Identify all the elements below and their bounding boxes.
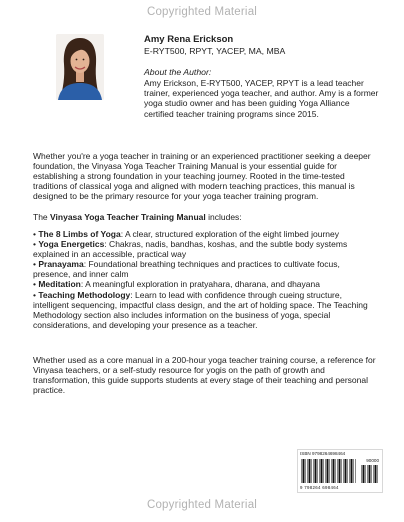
barcode-stripe [349,459,350,483]
barcode-bars-addon [361,465,379,483]
barcode-stripe [345,459,347,483]
closing-paragraph: Whether used as a core manual in a 200-hour yoga teacher training course, a reference for Vinyasa teachers, or a self-study resource for yogis on the path of growth and transformation, this guide supports students at every stage of their teaching and personal practice. [33,355,376,396]
isbn-label: ISBN 9798264698464 [300,451,346,456]
barcode-stripe [343,459,344,483]
barcode-stripe [365,465,366,483]
list-bullet: • [33,289,39,300]
includes-title: Vinyasa Yoga Teacher Training Manual [50,212,206,222]
topics-list [33,229,378,330]
list-term: The 8 Limbs of Yoga [38,229,121,239]
barcode-bars-main [301,459,357,483]
barcode-stripe [313,459,314,483]
barcode-stripe [311,459,312,483]
barcode-stripe [333,459,335,483]
barcode-stripe [367,465,368,483]
list-item [33,239,378,259]
barcode-stripe [355,459,356,483]
barcode-stripe [353,459,354,483]
barcode-stripe [351,459,353,483]
barcode-stripe [301,459,302,483]
barcode-stripe [371,465,372,483]
barcode-stripe [317,459,318,483]
list-term: Teaching Methodology [38,289,131,300]
author-name: Amy Rena Erickson [144,34,234,45]
includes-suffix: includes: [205,212,242,222]
barcode-stripe [335,459,336,483]
author-credentials: E-RYT500, RPYT, YACEP, MA, MBA [144,46,286,56]
barcode-stripe [329,459,330,483]
barcode-stripe [341,459,342,483]
barcode-stripe [315,459,317,483]
list-bullet: • [33,259,39,270]
list-item [33,290,378,330]
list-text: : Chakras, nadis, bandhas, koshas, and the subtle body systems explained in an accessible, practical way [33,239,348,260]
list-bullet: • [33,229,39,239]
includes-line [33,212,378,222]
barcode-stripe [375,465,377,483]
author-photo [56,34,104,100]
barcode-stripe [305,459,306,483]
price-code: 90000 [366,458,379,463]
barcode-stripe [309,459,311,483]
list-bullet: • [33,279,39,290]
list-text: : A meaningful exploration in pratyahara, dharana, and dhayana [80,279,320,290]
barcode-stripe [373,465,374,483]
intro-paragraph: Whether you're a yoga teacher in training or an experienced practitioner seeking a deeper foundation, the Vinyasa Yoga Teacher Training Manual is your essential guide for establishing a strong foundation in your teaching journey. Rooted in the time-tested traditions of classical yoga and aligned with modern teaching practices, this manual is designed to be the primary resource for your yoga teacher training program. [33,151,371,202]
list-text: : A clear, structured exploration of the eight limbed journey [120,229,339,239]
barcode-stripe [337,459,338,483]
list-text: : Learn to lead with confidence through cueing structure, intelligent sequencing, impactful class design, and the art of holding space. The Teaching Methodology section also includes information on the business of yoga, special considerations, and developing your presence as a teacher. [33,289,368,330]
list-bullet: • [33,239,39,250]
barcode-stripe [361,465,362,483]
barcode-stripe [323,459,324,483]
barcode-stripe [363,465,365,483]
list-term: Pranayama [38,259,84,270]
about-author-heading: About the Author: [144,67,212,77]
barcode-stripe [325,459,326,483]
about-author-text: Amy Erickson, E-RYT500, YACEP, RPYT is a lead teacher trainer, experienced yoga teacher, and author. Amy is a former yoga studio owner and has been guiding Yoga Alliance certified teacher training programs since 2015. [144,78,379,119]
includes-prefix: The [33,212,51,222]
list-item [33,259,378,279]
barcode-stripe [303,459,305,483]
barcode-stripe [327,459,329,483]
list-item [33,229,378,239]
barcode-stripe [339,459,341,483]
barcode-stripe [319,459,320,483]
list-text: : Foundational breathing techniques and practices to cultivate focus, presence, and inner calm [33,259,340,280]
barcode-number: 9 798264 698464 [300,485,339,490]
barcode-stripe [307,459,308,483]
list-term: Meditation [38,279,81,290]
copyright-watermark-top: Copyrighted Material [146,6,258,18]
barcode-stripe [347,459,348,483]
isbn-barcode [297,449,383,493]
list-item [33,279,378,289]
list-term: Yoga Energetics [38,239,105,250]
barcode-stripe [331,459,332,483]
barcode-stripe [321,459,323,483]
copyright-watermark-bottom: Copyrighted Material [146,499,258,511]
barcode-stripe [377,465,378,483]
barcode-stripe [369,465,371,483]
